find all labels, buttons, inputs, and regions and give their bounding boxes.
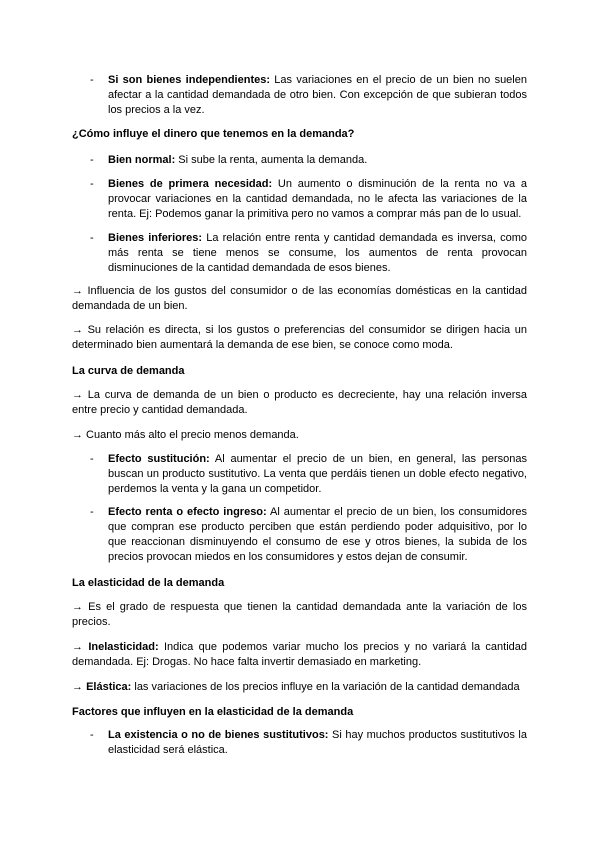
- heading-elasticidad: La elasticidad de la demanda: [72, 577, 225, 589]
- paragraph-curva: → La curva de demanda de un bien o producto es decreciente, hay una relación inversa entre precio y cantidad demandada.: [72, 389, 527, 416]
- bullet-inferiores: [108, 231, 527, 276]
- bullet-dash: -: [90, 506, 94, 518]
- bullet-text: Un aumento o disminución de la renta no va a provocar variaciones en la cantidad demandada, no le afecta las variaciones de la renta. Ej: Podemos ganar la primitiva pero no vamos a comprar más pan de lo usual.: [108, 178, 527, 220]
- bullet-primera-necesidad: [108, 177, 527, 222]
- term-inelasticidad: Inelasticidad:: [88, 641, 159, 653]
- bullet-term: La existencia o no de bienes sustitutivos:: [108, 729, 329, 741]
- bullet-text: Las variaciones en el precio de un bien no suelen afectar a la cantidad demandada de otro bien. Con excepción de que subieran todos los precios a la vez.: [108, 74, 527, 116]
- bullet-dash: -: [90, 232, 94, 244]
- bullet-text: Si sube la renta, aumenta la demanda.: [175, 154, 368, 166]
- bullet-term: Bienes de primera necesidad:: [108, 178, 273, 190]
- bullet-term: Bien normal:: [108, 154, 176, 166]
- bullet-text: Al aumentar el precio de un bien, los consumidores que compran ese producto perciben que están perdiendo poder adquisitivo, por lo que reaccionan disminuyendo el consumo de ese y otros bienes, la subida de los precios provocan miedos en los consumidores y estos dejan de consumir.: [108, 506, 527, 563]
- paragraph-elastica: [72, 680, 527, 695]
- paragraph-gustos: → Influencia de los gustos del consumidor o de las economías domésticas en la cantidad demandada de un bien.: [72, 285, 527, 312]
- arrow-prefix: →: [72, 641, 89, 653]
- term-elastica: Elástica:: [86, 681, 132, 693]
- bullet-dash: -: [90, 729, 94, 741]
- bullet-text: La relación entre renta y cantidad demandada es inversa, como más renta se tiene menos se consume, los aumentos de renta provocan disminuciones de la cantidad demandada de esos bienes.: [108, 232, 527, 274]
- bullet-term: Bienes inferiores:: [108, 232, 203, 244]
- text-elastica: las variaciones de los precios influye en la variación de la cantidad demandada: [131, 681, 520, 693]
- bullet-independientes: [108, 73, 527, 118]
- bullet-efecto-renta: [108, 505, 527, 565]
- bullet-term: Efecto sustitución:: [108, 453, 210, 465]
- bullet-term: Efecto renta o efecto ingreso:: [108, 506, 267, 518]
- paragraph-inelasticidad: [72, 640, 527, 670]
- text-inelasticidad: Indica que podemos variar mucho los precios y no variará la cantidad demandada. Ej: Drogas. No hace falta invertir demasiado en marketing.: [72, 641, 527, 668]
- bullet-bien-normal: [108, 153, 527, 168]
- bullet-dash: -: [90, 178, 94, 190]
- bullet-dash: -: [90, 453, 94, 465]
- bullet-text: Si hay muchos productos sustitutivos la elasticidad será elástica.: [108, 729, 527, 756]
- paragraph-grado: → Es el grado de respuesta que tienen la cantidad demandada ante la variación de los precios.: [72, 601, 527, 628]
- bullet-efecto-sustitucion: [108, 452, 527, 497]
- heading-curva: La curva de demanda: [72, 365, 185, 377]
- bullet-dash: -: [90, 74, 94, 86]
- heading-factores: Factores que influyen en la elasticidad de la demanda: [72, 706, 354, 718]
- bullet-sustitutivos: [108, 728, 527, 758]
- heading-dinero: ¿Cómo influye el dinero que tenemos en la demanda?: [72, 128, 355, 140]
- bullet-dash: -: [90, 154, 94, 166]
- arrow-prefix: →: [72, 681, 87, 693]
- paragraph-moda: → Su relación es directa, si los gustos o preferencias del consumidor se dirigen hacia un determinado bien aumentará la demanda de ese bien, se conoce como moda.: [72, 324, 527, 351]
- bullet-term: Si son bienes independientes:: [108, 74, 271, 86]
- paragraph-cuanto: → Cuanto más alto el precio menos demanda.: [72, 429, 299, 441]
- bullet-text: Al aumentar el precio de un bien, en general, las personas buscan un producto sustitutivo. La venta que perdáis tienen un doble efecto negativo, perdemos la venta y la gana un competidor.: [108, 453, 527, 495]
